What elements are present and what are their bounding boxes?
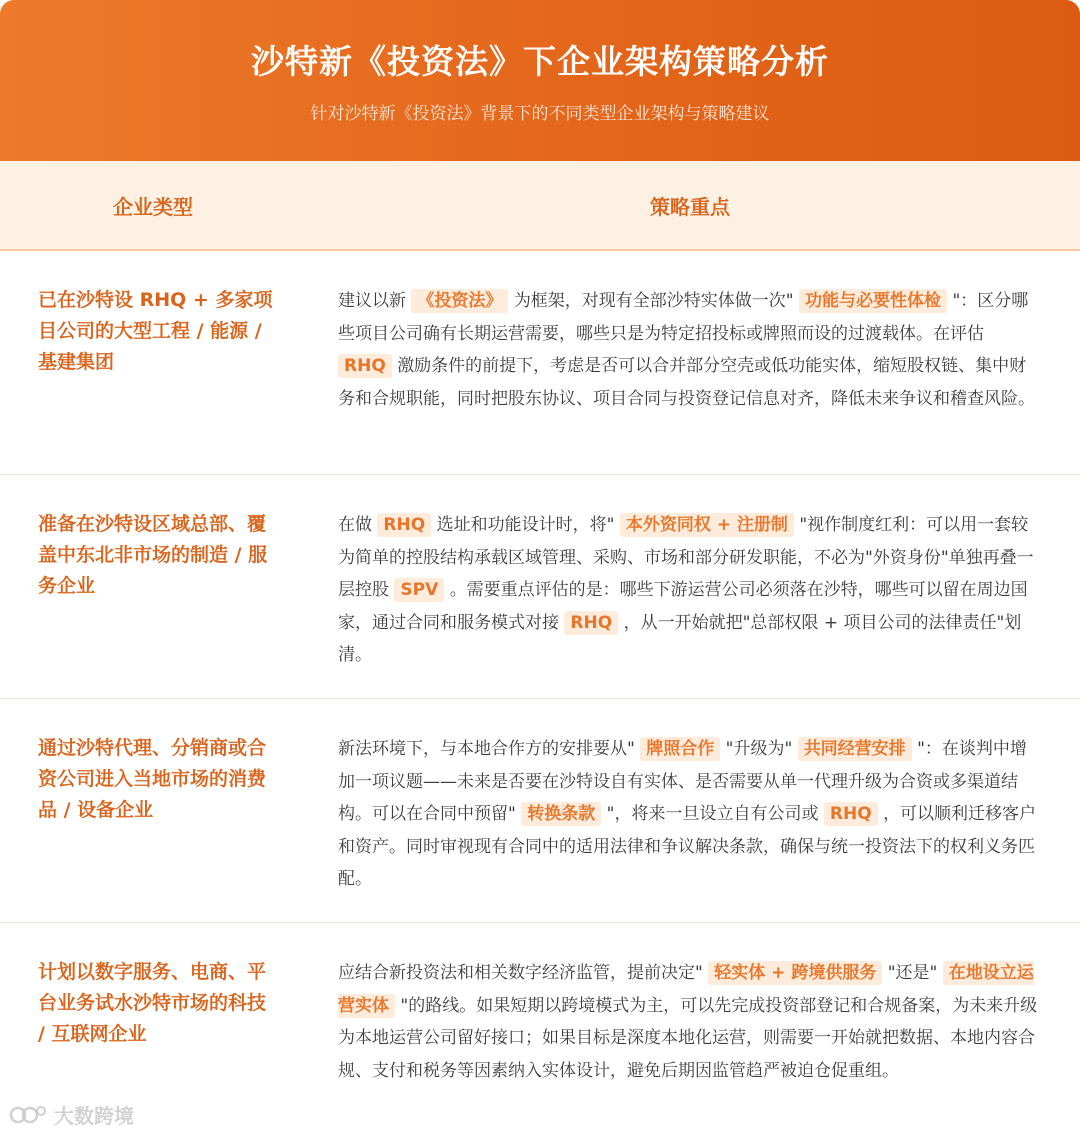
text-segment: 在做 xyxy=(338,515,372,535)
strategy-text xyxy=(338,957,1043,1087)
column-header-strategy: 策略重点 xyxy=(650,194,730,219)
company-type: 通过沙特代理、分销商或合资公司进入当地市场的消费品 / 设备企业 xyxy=(38,737,267,821)
strategy-text xyxy=(338,285,1043,415)
company-type: 已在沙特设 RHQ + 多家项目公司的大型工程 / 能源 / 基建集团 xyxy=(38,289,273,373)
company-type: 计划以数字服务、电商、平台业务试水沙特市场的科技 / 互联网企业 xyxy=(38,961,267,1045)
logo-icon xyxy=(8,1103,48,1127)
highlight-keyword: RHQ xyxy=(564,611,618,635)
watermark-text: 大数跨境 xyxy=(54,1104,134,1128)
text-segment: 新法环境下，与本地合作方的安排要从" xyxy=(338,739,635,759)
strategy-text xyxy=(338,733,1043,896)
table-row xyxy=(0,923,1080,1137)
highlight-keyword: 《投资法》 xyxy=(411,289,508,313)
text-segment: 激励条件的前提下，考虑是否可以合并部分空壳或低功能实体，缩短股权链、集中财务和合规职能，同时把股东协议、项目合同与投资登记信息对齐，降低未来争议和稽查风险。 xyxy=(338,356,1035,409)
column-header-type: 企业类型 xyxy=(113,194,193,219)
highlight-keyword: 轻实体 + 跨境供服务 xyxy=(708,961,882,985)
table-row xyxy=(0,475,1080,699)
highlight-keyword: RHQ xyxy=(377,513,431,537)
table-header xyxy=(0,161,1080,251)
page-header xyxy=(0,0,1080,161)
strategy-text xyxy=(338,509,1043,672)
text-segment: ，从一开始就把"总部权限 + 项目公司的法律责任"划清。 xyxy=(338,612,1022,665)
table-row xyxy=(0,251,1080,475)
table-row xyxy=(0,699,1080,923)
highlight-keyword: RHQ xyxy=(824,802,878,826)
watermark xyxy=(8,1100,134,1129)
text-segment: "视作制度红利：可以用一套较为简单的控股结构承载区域管理、采购、市场和部分研发职能，不必为"外资身份"单独再叠一层控股 xyxy=(338,515,1034,600)
highlight-keyword: 牌照合作 xyxy=(640,737,720,761)
text-segment: "还是" xyxy=(887,963,938,983)
page-subtitle: 针对沙特新《投资法》背景下的不同类型企业架构与策略建议 xyxy=(310,104,770,124)
page-title: 沙特新《投资法》下企业架构策略分析 xyxy=(251,42,829,81)
text-segment: 建议以新 xyxy=(338,291,406,311)
highlight-keyword: RHQ xyxy=(338,354,392,378)
company-type: 准备在沙特设区域总部、覆盖中东北非市场的制造 / 服务企业 xyxy=(38,513,268,597)
text-segment: 选址和功能设计时，将" xyxy=(436,515,615,535)
text-segment: "的路线。如果短期以跨境模式为主，可以先完成投资部登记和合规备案，为未来升级为本地运营公司留好接口；如果目标是深度本地化运营，则需要一开始就把数据、本地内容合规、支付和税务等因素纳入实体设计，避免后期因监管趋严被迫仓促重组。 xyxy=(338,995,1038,1081)
text-segment: "：区分哪些项目公司确有长期运营需要，哪些只是为特定招投标或牌照而设的过渡载体。在评估 xyxy=(338,291,1029,344)
highlight-keyword: 在地设立运营实体 xyxy=(338,963,1034,1016)
text-segment: 。需要重点评估的是：哪些下游运营公司必须落在沙特，哪些可以留在周边国家，通过合同和服务模式对接 xyxy=(338,580,1028,633)
text-segment: "升级为" xyxy=(725,739,793,759)
highlight-keyword: 转换条款 xyxy=(521,802,601,826)
highlight-keyword: SPV xyxy=(394,578,444,602)
text-segment: "：在谈判中增加一项议题——未来是否要在沙特设自有实体、是否需要从单一代理升级为合资或多渠道结构。可以在合同中预留" xyxy=(338,739,1027,824)
text-segment: "，将来一旦设立自有公司或 xyxy=(606,804,819,824)
text-segment: ，可以顺利迁移客户和资产。同时审视现有合同中的适用法律和争议解决条款，确保与统一投资法下的权利义务匹配。 xyxy=(338,804,1037,889)
text-segment: 应结合新投资法和相关数字经济监管，提前决定" xyxy=(338,963,703,983)
text-segment: 为框架，对现有全部沙特实体做一次" xyxy=(513,291,794,311)
highlight-keyword: 共同经营安排 xyxy=(798,737,912,761)
highlight-keyword: 功能与必要性体检 xyxy=(799,289,947,313)
highlight-keyword: 本外资同权 + 注册制 xyxy=(620,513,794,537)
